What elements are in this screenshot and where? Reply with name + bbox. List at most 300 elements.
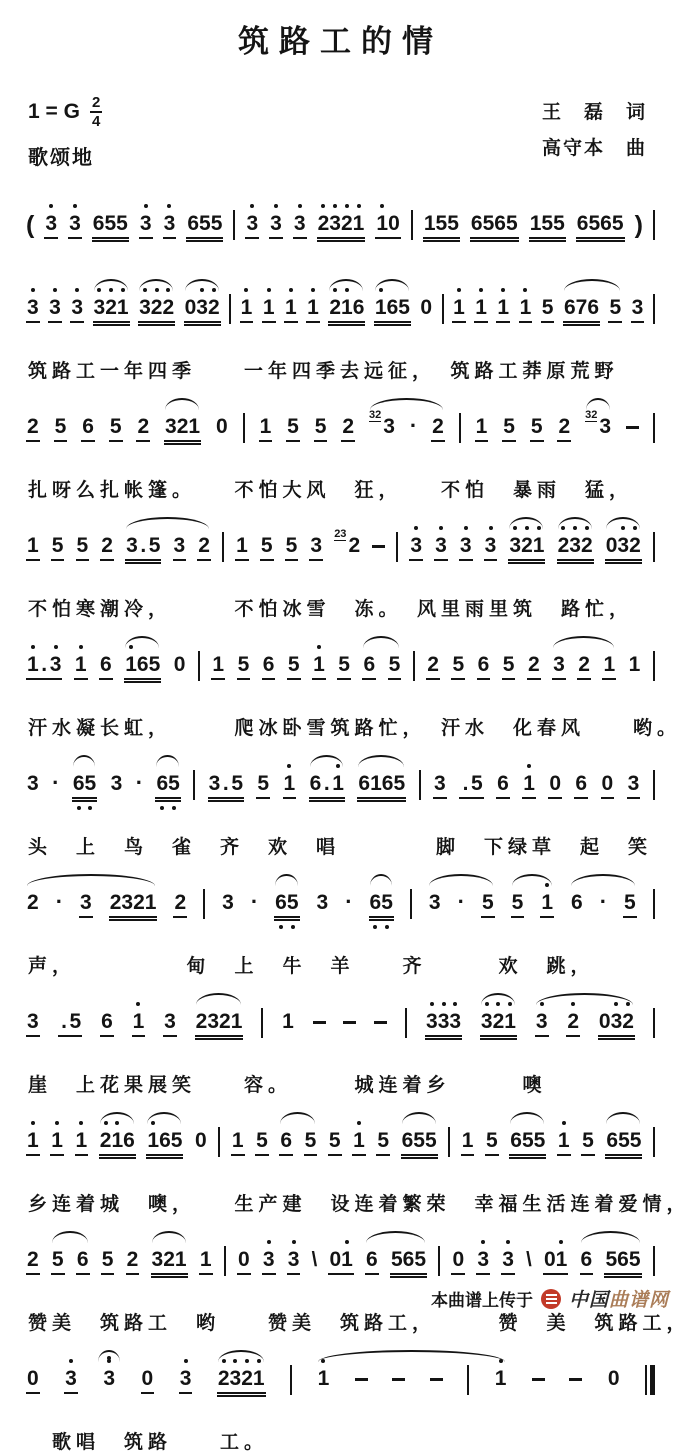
note-digit: 1 xyxy=(504,1010,516,1033)
note xyxy=(93,296,130,323)
note xyxy=(425,1010,462,1037)
note-digit: 3 xyxy=(49,653,62,676)
note-digits xyxy=(522,772,536,799)
note-digit: 6 xyxy=(369,891,382,914)
note-digits xyxy=(509,1129,546,1156)
slur-arc xyxy=(27,874,155,886)
note xyxy=(541,296,555,323)
note xyxy=(285,534,299,561)
note-digit: 6 xyxy=(309,772,322,795)
note-digits xyxy=(72,772,97,799)
note-digits xyxy=(274,891,299,918)
note-digits xyxy=(262,653,276,680)
note-digits xyxy=(475,415,489,442)
note-digit: 6 xyxy=(575,772,588,795)
note-digits xyxy=(44,212,58,239)
note-digits xyxy=(328,1129,342,1156)
grace-note: 32 xyxy=(369,409,382,421)
note-digit: 1 xyxy=(423,212,436,235)
note xyxy=(451,1248,465,1275)
note-digit: 1 xyxy=(374,296,387,319)
note-digits xyxy=(109,415,123,442)
slur-arc xyxy=(558,517,592,529)
meter-numerator: 2 xyxy=(91,94,101,111)
note-digit: 3 xyxy=(480,1010,493,1033)
note-digits xyxy=(433,772,447,799)
note-digit: 5 xyxy=(286,891,299,914)
note xyxy=(138,296,175,323)
note-digit: 6 xyxy=(477,653,490,676)
slur-arc xyxy=(318,1350,506,1362)
note-digit: 5 xyxy=(541,296,554,319)
note-digit: 6 xyxy=(123,1129,135,1152)
note-digits xyxy=(179,1367,193,1394)
note-digit: 1 xyxy=(332,772,344,795)
note-digits xyxy=(132,1010,146,1037)
note-digit: 3 xyxy=(509,534,522,557)
note xyxy=(211,653,225,680)
note-digits xyxy=(390,1248,427,1275)
note xyxy=(604,1248,641,1275)
note-digits xyxy=(530,415,544,442)
slide-mark: \ xyxy=(526,1249,532,1271)
notation-line xyxy=(26,754,655,828)
slur-arc xyxy=(512,874,552,886)
duration-dash xyxy=(343,1021,356,1024)
slur-arc xyxy=(125,636,159,648)
barline xyxy=(222,532,224,562)
parenthesis: ( xyxy=(26,211,35,239)
note-digit: 2 xyxy=(567,1010,580,1033)
note-digit: 1 xyxy=(353,1129,365,1152)
note-digits xyxy=(598,1010,635,1037)
lyrics-line: 崖 上花果展笑 容。 城连着乡 噢 xyxy=(28,1075,547,1096)
note-digit: 3 xyxy=(69,212,81,235)
note-digits xyxy=(199,1248,213,1275)
note-digit: 5 xyxy=(168,772,180,795)
note xyxy=(173,534,187,561)
dot-note: · xyxy=(250,889,259,914)
score-line xyxy=(26,397,655,502)
score-line xyxy=(26,754,655,859)
note-digits xyxy=(279,1129,293,1156)
duration-dash xyxy=(374,1021,387,1024)
notation-line xyxy=(26,194,655,268)
note-digits xyxy=(79,891,93,918)
note xyxy=(256,772,270,799)
barline xyxy=(290,1365,292,1395)
note-digit: 5 xyxy=(237,653,250,676)
dot-note: · xyxy=(135,770,144,795)
note xyxy=(26,891,40,916)
note-digit: 2 xyxy=(27,1248,39,1271)
note-digit: 5 xyxy=(231,772,243,795)
barline xyxy=(411,210,413,240)
note xyxy=(125,534,161,561)
note-digits xyxy=(501,1248,515,1275)
note xyxy=(141,1367,155,1394)
note-digit: 3 xyxy=(459,534,472,557)
note xyxy=(501,1248,515,1275)
note-digit: 1 xyxy=(282,1010,294,1033)
note-digit: 1 xyxy=(532,534,545,557)
note-digits xyxy=(217,1367,266,1394)
note xyxy=(79,891,93,918)
score-line xyxy=(26,278,655,383)
credits-block xyxy=(542,95,647,167)
note-digits xyxy=(577,653,591,680)
note xyxy=(623,891,637,918)
note-digits xyxy=(548,772,562,799)
note xyxy=(109,891,158,918)
note xyxy=(496,772,510,799)
note-digits xyxy=(451,653,465,680)
note xyxy=(557,534,594,561)
note-digit: 0 xyxy=(598,1010,611,1033)
barline xyxy=(653,294,655,324)
note-digit: 5 xyxy=(482,212,495,235)
note xyxy=(309,772,345,799)
note-digit: 6 xyxy=(101,1010,113,1033)
note-digit: 5 xyxy=(338,653,350,676)
note-digit: 3 xyxy=(428,891,441,914)
score-line xyxy=(26,992,655,1097)
note xyxy=(585,409,612,440)
note-digit: 3 xyxy=(196,296,208,319)
note xyxy=(124,653,161,680)
note xyxy=(92,212,129,239)
note-digit: 2 xyxy=(629,534,641,557)
note-digits xyxy=(197,534,211,561)
dot-note: · xyxy=(409,413,418,438)
note-digit: 6 xyxy=(280,1129,292,1152)
dot-note: · xyxy=(52,770,60,795)
lyrics-line: 不怕寒潮冷， 不怕冰雪 冻。 风里雨里筑 路忙， xyxy=(28,599,634,620)
note-digit: 6 xyxy=(510,1129,522,1152)
note-digit: 5 xyxy=(104,212,117,235)
barline xyxy=(653,1127,655,1157)
note-digits xyxy=(623,891,637,918)
note-digit: 1 xyxy=(231,1129,244,1152)
duration-dash xyxy=(372,545,385,548)
note-digits xyxy=(26,1010,40,1037)
note xyxy=(477,653,491,680)
note xyxy=(470,212,519,239)
note xyxy=(598,1010,635,1037)
barline xyxy=(653,889,655,919)
note xyxy=(262,1248,276,1275)
note-digit: 1 xyxy=(240,296,253,319)
note xyxy=(365,1248,379,1275)
note-digit: 3 xyxy=(45,212,58,235)
note-digit: 5 xyxy=(486,1129,498,1152)
thin-bar xyxy=(645,1365,647,1395)
note xyxy=(81,415,95,442)
note xyxy=(428,891,442,916)
note-digits xyxy=(425,1010,462,1037)
note-digits xyxy=(26,772,40,797)
note-digit: 5 xyxy=(377,1129,389,1152)
note-digit: 1 xyxy=(74,653,87,676)
note-digits xyxy=(576,212,625,239)
note-digits xyxy=(221,891,235,916)
note-digits xyxy=(341,415,355,442)
note xyxy=(173,891,187,918)
site-name-cn: 中国 xyxy=(568,1290,609,1311)
note-digit: 2 xyxy=(126,1248,139,1271)
note-digit: 0 xyxy=(607,1367,620,1390)
note-digit: 1 xyxy=(188,415,201,438)
note-digits xyxy=(155,772,180,799)
note-digit: 6 xyxy=(72,772,85,795)
note xyxy=(259,415,273,442)
slur-arc xyxy=(126,517,209,529)
note xyxy=(581,1129,595,1156)
note-digits xyxy=(163,212,177,239)
note-digit: . xyxy=(140,534,147,557)
note-digit: 1 xyxy=(174,1248,187,1271)
note-digit: 3 xyxy=(126,534,138,557)
note xyxy=(75,1129,89,1156)
note xyxy=(194,1129,208,1154)
notation-line xyxy=(26,397,655,471)
note-digit: 0 xyxy=(216,415,228,438)
note-digits xyxy=(409,534,423,561)
note-digit: 1 xyxy=(307,296,319,319)
note-digits xyxy=(508,534,545,561)
note-digits xyxy=(139,212,153,239)
note xyxy=(570,891,584,916)
note-digit: 3 xyxy=(151,1248,164,1271)
note xyxy=(237,1248,251,1275)
note-digits xyxy=(195,1010,244,1037)
note-digit: 2 xyxy=(241,1367,253,1390)
note-digits xyxy=(314,415,328,442)
note-digit: 6 xyxy=(386,296,399,319)
note-digit: 1 xyxy=(352,212,365,235)
note-digit: 3 xyxy=(207,1010,220,1033)
slur-arc xyxy=(553,636,614,648)
note-digits xyxy=(428,891,442,916)
score-line xyxy=(26,635,682,740)
note-digit: 5 xyxy=(629,1129,642,1152)
note xyxy=(369,891,394,918)
note-digit: 2 xyxy=(195,1010,208,1033)
note-digit: 0 xyxy=(237,1248,250,1271)
barline xyxy=(203,889,205,919)
note-digit: 1 xyxy=(555,1248,568,1271)
note-digit: 2 xyxy=(527,653,540,676)
note-digits xyxy=(581,1129,595,1156)
duration-dash xyxy=(532,1378,545,1381)
note xyxy=(184,296,221,323)
note-digit: 2 xyxy=(492,1010,505,1033)
note xyxy=(100,534,114,561)
note xyxy=(527,653,541,680)
notation-line xyxy=(26,1111,655,1185)
note-digit: 3 xyxy=(49,296,61,319)
dot-note: · xyxy=(345,889,353,914)
note xyxy=(607,1367,621,1392)
slur-arc xyxy=(358,755,404,767)
note-digit: 2 xyxy=(427,653,439,676)
slur-arc xyxy=(606,517,640,529)
note xyxy=(146,1129,183,1156)
note-digits xyxy=(245,212,259,239)
note xyxy=(328,296,365,323)
note-digits xyxy=(317,1367,331,1392)
note-digit: 3 xyxy=(435,534,447,557)
slur-arc xyxy=(481,993,515,1005)
note-digits xyxy=(68,212,82,239)
note-digit: 6 xyxy=(156,772,169,795)
note-digit: 6 xyxy=(363,653,376,676)
note xyxy=(461,1129,475,1156)
notation-line xyxy=(26,992,655,1066)
score-line xyxy=(26,194,655,268)
note xyxy=(529,212,566,239)
note xyxy=(151,1248,188,1275)
note-digit: 1 xyxy=(259,415,272,438)
note xyxy=(459,534,473,561)
note xyxy=(195,1010,244,1037)
note xyxy=(26,1010,40,1037)
note-digit: 3 xyxy=(27,772,39,795)
note-digits xyxy=(281,1010,295,1035)
note-digits xyxy=(374,296,411,323)
note-digit: 5 xyxy=(624,891,636,914)
note-digit: 1 xyxy=(284,296,297,319)
note-digits xyxy=(109,891,158,918)
note-digits xyxy=(480,1010,517,1037)
note-digit: 3 xyxy=(262,1248,275,1271)
note-digit: 5 xyxy=(609,296,622,319)
note-digit: 3 xyxy=(173,534,186,557)
note-digit: 0 xyxy=(27,1367,39,1390)
note-digits xyxy=(357,772,406,799)
note xyxy=(163,212,177,239)
note-digit: 2 xyxy=(329,296,342,319)
note-digit: 2 xyxy=(342,415,355,438)
note-digits xyxy=(540,891,554,918)
note xyxy=(274,891,299,918)
note-digit: 5 xyxy=(314,415,327,438)
note-digit: 1 xyxy=(497,296,510,319)
note-digit: 6 xyxy=(100,653,112,676)
note-digit: 2 xyxy=(340,212,353,235)
note-digit: 5 xyxy=(588,212,601,235)
barline xyxy=(653,1008,655,1038)
note-digits xyxy=(283,772,297,799)
note-digit: 1 xyxy=(341,296,353,319)
note-digit: 1 xyxy=(541,891,553,914)
note-digits xyxy=(26,1367,40,1394)
duration-dash xyxy=(430,1378,443,1381)
note-digit: 3 xyxy=(165,415,177,438)
note-digit: 6 xyxy=(82,415,94,438)
note-digit: 2 xyxy=(622,1010,634,1033)
note-digit: 3 xyxy=(316,891,329,914)
note xyxy=(563,296,600,323)
note xyxy=(136,415,150,442)
note xyxy=(255,1129,269,1156)
note xyxy=(522,772,536,799)
note xyxy=(434,534,448,561)
note-digits xyxy=(388,653,402,680)
note xyxy=(317,1367,331,1392)
note-digits xyxy=(598,415,612,440)
lyricist-credit: 王 磊 词 xyxy=(541,102,647,123)
note-digit: 1 xyxy=(603,653,616,676)
note-digits xyxy=(434,534,448,561)
note-digits xyxy=(284,296,298,323)
note-digits xyxy=(502,415,516,442)
note xyxy=(221,891,235,916)
note-digit: 2 xyxy=(162,296,175,319)
note-digits xyxy=(64,1367,78,1394)
note xyxy=(423,212,460,239)
note-digit: 5 xyxy=(287,415,299,438)
note-digit: 6 xyxy=(366,1248,378,1271)
note xyxy=(26,1129,40,1156)
note-digits xyxy=(286,415,300,442)
note xyxy=(76,1248,90,1275)
note-digits xyxy=(527,653,541,680)
note xyxy=(476,1248,490,1275)
note xyxy=(314,415,328,442)
note-digit: 5 xyxy=(424,1129,437,1152)
note-digits xyxy=(125,534,161,561)
note-digits xyxy=(100,1010,114,1037)
slur-arc xyxy=(218,1350,264,1362)
note-digits xyxy=(328,1248,353,1275)
note-digits xyxy=(604,1248,641,1275)
note-digit: 3 xyxy=(139,296,151,319)
note xyxy=(179,1367,193,1394)
barline xyxy=(224,1246,226,1276)
note-digit: 6 xyxy=(358,772,371,795)
note xyxy=(262,653,276,680)
note-digit: 1 xyxy=(370,772,382,795)
note-digits xyxy=(470,212,519,239)
slur-arc xyxy=(536,993,633,1005)
note-digits xyxy=(51,534,65,561)
note-digits xyxy=(543,1248,568,1275)
note-digits xyxy=(382,415,396,440)
note xyxy=(26,1248,40,1275)
note xyxy=(26,653,62,680)
note-digit: 1 xyxy=(453,296,465,319)
note-digit: 6 xyxy=(617,1248,629,1271)
note-digits xyxy=(285,534,299,561)
note-digit: 2 xyxy=(174,891,187,914)
note-digit: 2 xyxy=(219,1010,231,1033)
note xyxy=(509,1129,546,1156)
slur-arc xyxy=(586,398,610,410)
note-digit: . xyxy=(462,772,469,795)
note-digits xyxy=(231,1129,245,1156)
note-digits xyxy=(287,653,301,680)
note-digit: 2 xyxy=(27,891,39,914)
note-digit: 3 xyxy=(410,534,423,557)
note-digit: 3 xyxy=(477,1248,490,1271)
barline xyxy=(459,413,461,443)
score-line xyxy=(26,1230,691,1335)
note-digit: 5 xyxy=(393,772,406,795)
note-digit: 2 xyxy=(99,1129,112,1152)
note-digit: 1 xyxy=(475,296,487,319)
notation-line xyxy=(26,516,655,590)
